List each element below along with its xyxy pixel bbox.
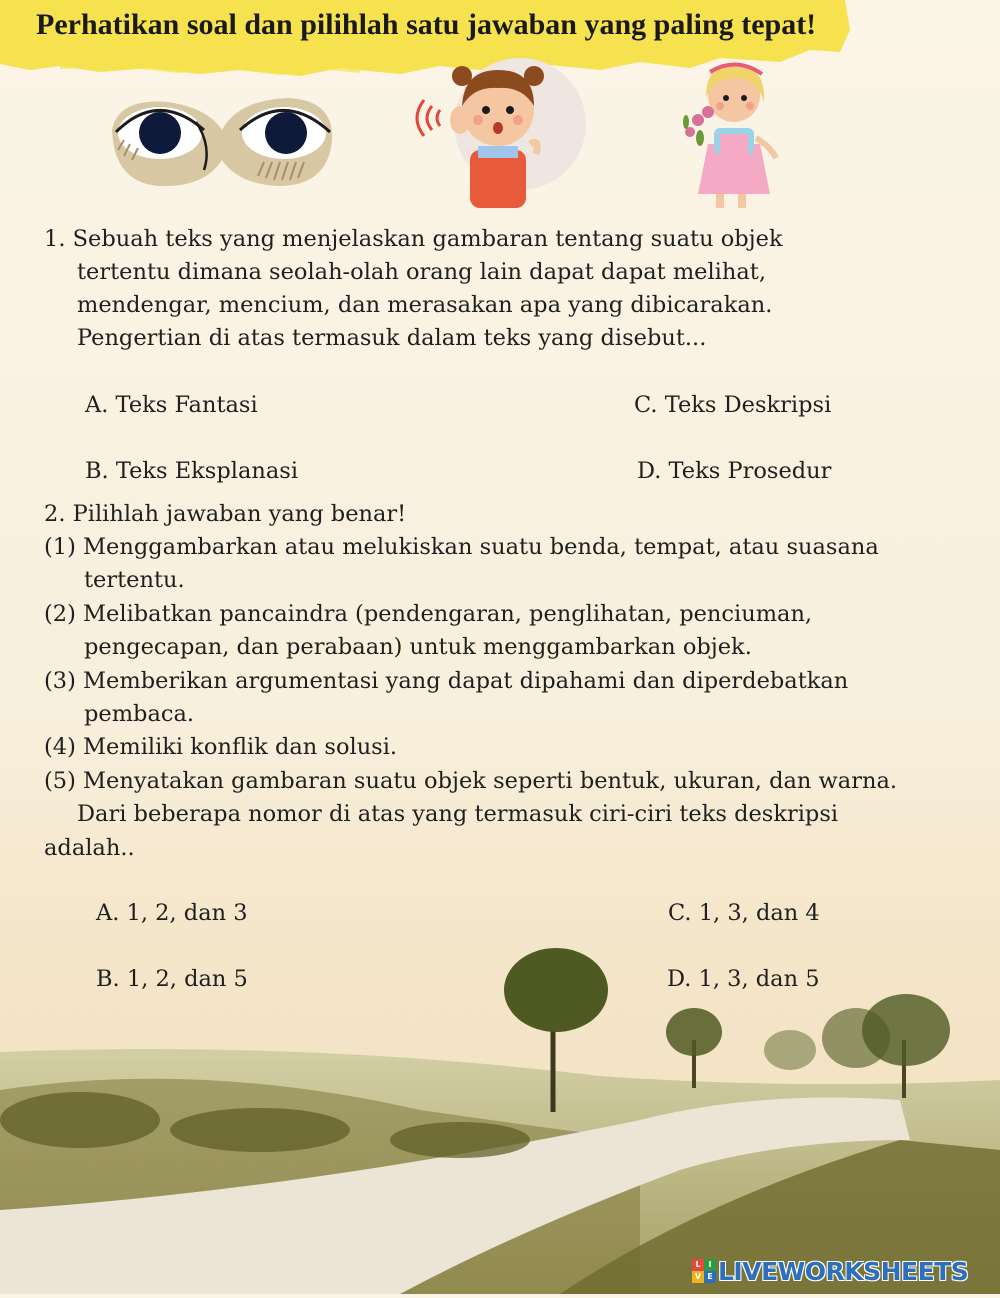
q2-option-b[interactable]: B. 1, 2, dan 5 xyxy=(96,966,248,992)
question-2-line-6: (3) Memberikan argumentasi yang dapat dipahami dan diperdebatkan xyxy=(44,668,849,694)
liveworksheets-logo-icon: L I V E xyxy=(692,1259,716,1283)
logo-text: LIVEWORKSHEETS xyxy=(718,1256,969,1286)
landscape-background xyxy=(0,940,1000,1294)
eyes-icon xyxy=(108,90,336,196)
listening-girl-icon xyxy=(412,58,588,210)
question-2-line-11: adalah.. xyxy=(44,835,135,861)
q2-option-a[interactable]: A. 1, 2, dan 3 xyxy=(96,900,248,926)
q2-option-c[interactable]: C. 1, 3, dan 4 xyxy=(668,900,820,926)
question-2-line-4: (2) Melibatkan pancaindra (pendengaran, penglihatan, penciuman, xyxy=(44,601,813,627)
question-1-line-1: 1. Sebuah teks yang menjelaskan gambaran tentang suatu objek xyxy=(44,226,783,252)
question-1-line-2: tertentu dimana seolah-olah orang lain dapat dapat melihat, xyxy=(77,259,766,285)
question-2-line-3: tertentu. xyxy=(84,567,185,593)
page-title: Perhatikan soal dan pilihlah satu jawaban yang paling tepat! xyxy=(36,8,817,41)
q2-option-d[interactable]: D. 1, 3, dan 5 xyxy=(667,966,820,992)
question-2-line-8: (4) Memiliki konflik dan solusi. xyxy=(44,734,398,760)
question-2-line-9: (5) Menyatakan gambaran suatu objek seperti bentuk, ukuran, dan warna. xyxy=(44,768,898,794)
question-2-line-2: (1) Menggambarkan atau melukiskan suatu benda, tempat, atau suasana xyxy=(44,534,879,560)
question-2-line-5: pengecapan, dan perabaan) untuk menggambarkan objek. xyxy=(84,634,752,660)
q1-option-b[interactable]: B. Teks Eksplanasi xyxy=(85,458,299,484)
flower-girl-icon xyxy=(680,58,790,212)
liveworksheets-logo xyxy=(692,1256,968,1286)
question-2-line-7: pembaca. xyxy=(84,701,195,727)
q1-option-d[interactable]: D. Teks Prosedur xyxy=(637,458,832,484)
question-1-line-4: Pengertian di atas termasuk dalam teks yang disebut... xyxy=(77,325,707,351)
question-2-line-1: 2. Pilihlah jawaban yang benar! xyxy=(44,501,407,527)
question-2-line-10: Dari beberapa nomor di atas yang termasuk ciri-ciri teks deskripsi xyxy=(77,801,839,827)
q1-option-c[interactable]: C. Teks Deskripsi xyxy=(634,392,832,418)
question-1-line-3: mendengar, mencium, dan merasakan apa yang dibicarakan. xyxy=(77,292,773,318)
q1-option-a[interactable]: A. Teks Fantasi xyxy=(85,392,258,418)
